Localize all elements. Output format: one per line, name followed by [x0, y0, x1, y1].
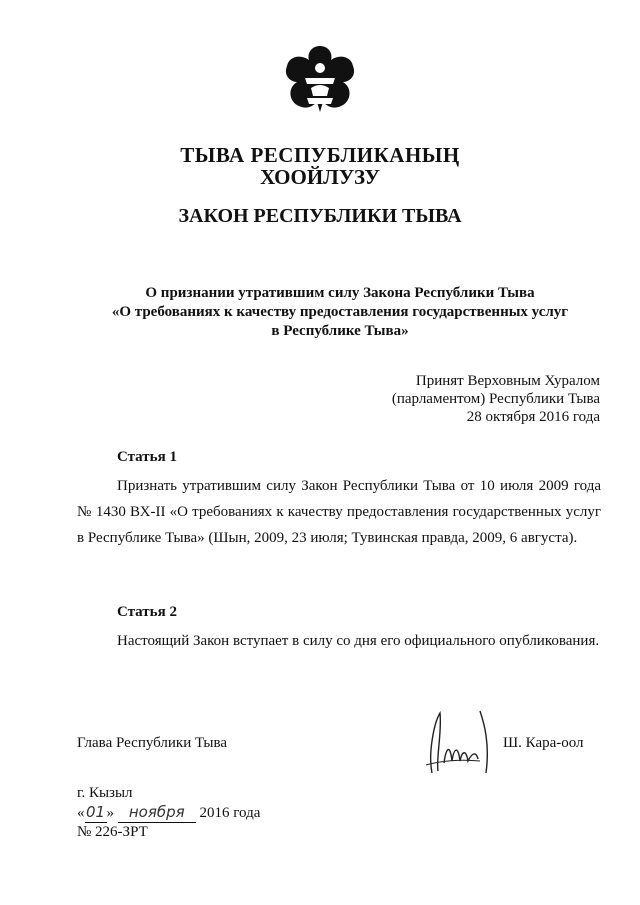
subject-line1: О признании утратившим силу Закона Республики Тыва: [145, 285, 535, 301]
date-year: 2016 года: [199, 805, 261, 821]
emblem-seal: [277, 42, 363, 120]
law-title: ЗАКОН РЕСПУБЛИКИ ТЫВА: [178, 205, 462, 227]
adoption-note: [392, 372, 600, 426]
date-close-quote: »: [106, 805, 114, 821]
article1-text: Признать утратившим силу Закон Республики Тыва от 10 июля 2009 года № 1430 ВХ-II «О требованиях к качеству предоставления государственных услуг в Республике Тыва» (Шын, 2009, 23 июля; Тувинская правда, 2009, 6 августа).: [77, 478, 601, 546]
tuvan-title-line2: ХООЙЛУЗУ: [260, 165, 380, 189]
tuvan-title-line1: ТЫВА РЕСПУБЛИКАНЫҢ: [180, 143, 460, 167]
subject-line2: «О требованиях к качеству предоставления государственных услуг: [111, 304, 569, 320]
signatory-title: Глава Республики Тыва: [77, 735, 228, 751]
handwritten-signature: [410, 703, 498, 781]
date-open-quote: «: [77, 805, 85, 821]
article2-text: Настоящий Закон вступает в силу со дня его официального опубликования.: [117, 633, 600, 649]
article2-heading: Статья 2: [117, 604, 177, 620]
law-number: № 226-ЗРТ: [77, 824, 148, 840]
signatory-name: Ш. Кара-оол: [503, 735, 584, 751]
adoption-date: 28 октября 2016 года: [466, 409, 600, 425]
date-day: 01: [85, 803, 106, 821]
city: г. Кызыл: [77, 785, 133, 801]
subject-line3: в Республике Тыва»: [271, 323, 409, 339]
law-subject: [80, 284, 600, 341]
signing-date: [77, 803, 260, 823]
date-month: ноября: [118, 803, 196, 823]
article1-heading: Статья 1: [117, 449, 177, 465]
adoption-line2: (парламентом) Республики Тыва: [391, 391, 600, 407]
adoption-line1: Принят Верховным Хуралом: [415, 373, 600, 389]
place-and-date: [77, 784, 260, 842]
